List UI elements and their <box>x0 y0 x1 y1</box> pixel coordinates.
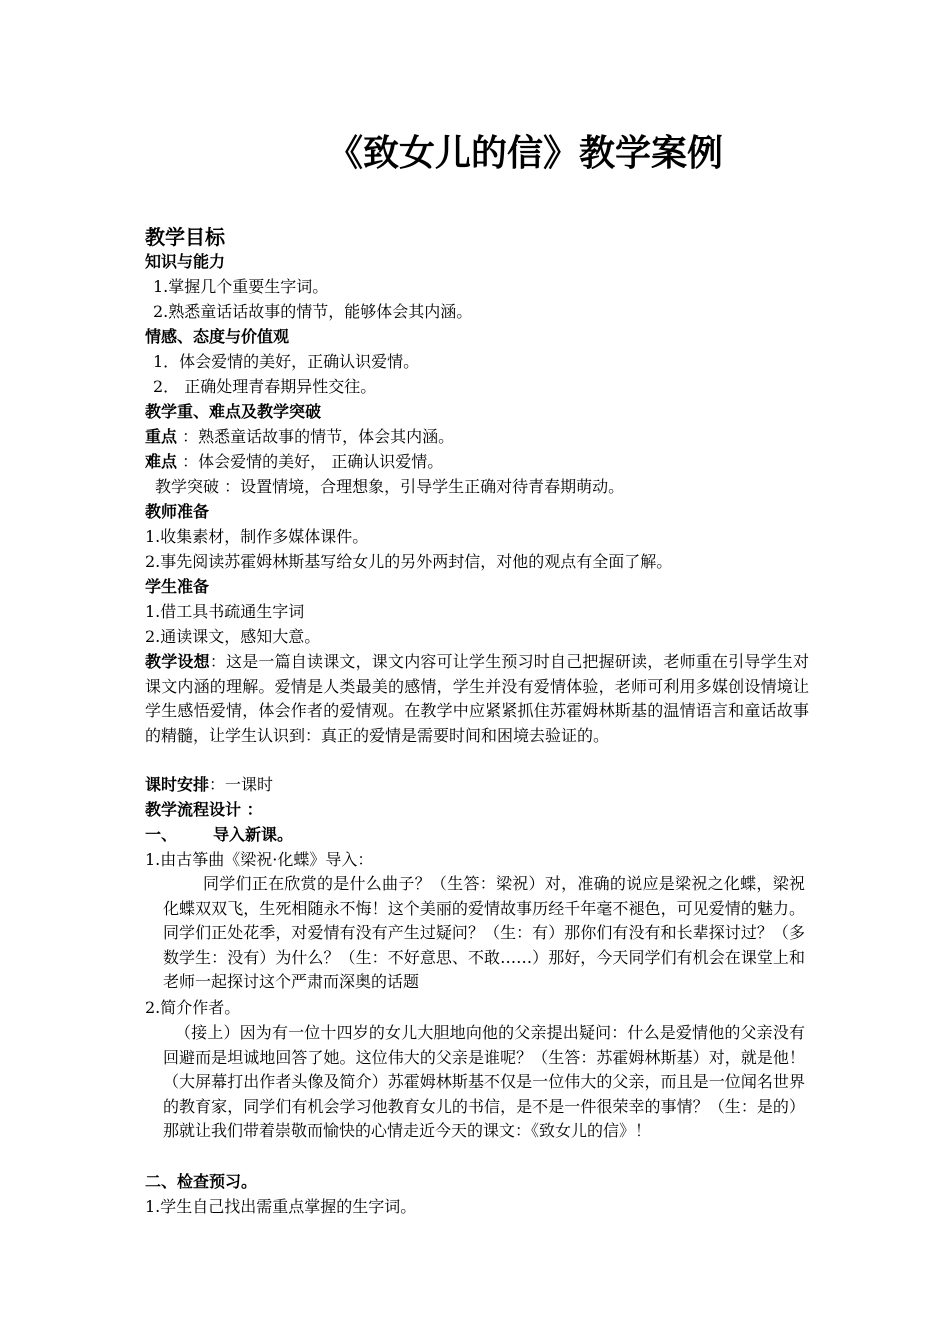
schedule-label: 课时安排 <box>145 775 210 794</box>
schedule-line <box>145 773 273 797</box>
knowledge-item: 1.掌握几个重要生字词。 <box>153 277 329 296</box>
schedule-text: ：一课时 <box>209 775 274 794</box>
step1-item-1: 1.由古筝曲《梁祝·化蝶》导入： <box>145 850 374 869</box>
knowledge-item: 2.熟悉童话话故事的情节，能够体会其内涵。 <box>153 302 473 321</box>
emotion-item: 2． 正确处理青春期异性交往。 <box>153 377 377 396</box>
breakthrough-line: 教学突破 ：设置情境，合理想象，引导学生正确对待青春期萌动。 <box>155 477 625 496</box>
key-point-line <box>145 425 454 449</box>
step1-paragraph-1: 同学们正在欣赏的是什么曲子？（生答：梁祝）对，准确的说应是梁祝之化蝶，梁祝化蝶双双飞，生死相随永不悔！这个美丽的爱情故事历经千年毫不褪色，可见爱情的魅力。同学们正处花季，对爱情有没有产生过疑问？（生：有）那你们有没有和长辈探讨过？（多数学生：没有）为什么？（生：不好意思、不敢……）那好，今天同学们有机会在课堂上和老师一起探讨这个严肃而深奥的话题 <box>163 874 805 992</box>
design-paragraph <box>145 650 809 748</box>
emotion-item: 1．体会爱情的美好，正确认识爱情。 <box>153 352 420 371</box>
key-text: ：熟悉童话故事的情节，体会其内涵。 <box>177 427 455 446</box>
subheading-emotion: 情感、态度与价值观 <box>145 327 290 346</box>
difficult-point-line <box>145 450 443 474</box>
step1-title: 导入新课。 <box>213 825 294 844</box>
subheading-focus: 教学重、难点及教学突破 <box>145 402 322 421</box>
design-text: ：这是一篇自读课文，课文内容可让学生预习时自己把握研读，老师重在引导学生对课文内涵的理解。爱情是人类最美的感情，学生并没有爱情体验，老师可利用多媒创设情境让学生感悟爱情，体会作者的爱情观。在教学中应紧紧抓住苏霍姆林斯基的温情语言和童话故事的精髓，让学生认识到：真正的爱情是需要时间和困境去验证的。 <box>145 652 809 745</box>
difficult-text: ：体会爱情的美好， 正确认识爱情。 <box>177 452 444 471</box>
step2-item-1: 1.学生自己找出需重点掌握的生字词。 <box>145 1197 417 1216</box>
difficult-label: 难点 <box>145 452 178 471</box>
key-label: 重点 <box>145 427 178 446</box>
step1-num: 一、 <box>145 825 178 844</box>
teacher-prep-item: 1.收集素材，制作多媒体课件。 <box>145 527 369 546</box>
design-label: 教学设想 <box>145 652 210 671</box>
student-prep-item: 1.借工具书疏通生字词 <box>145 602 305 621</box>
document-title: 《致女儿的信》教学案例 <box>326 133 723 174</box>
subheading-flow: 教学流程设计 ： <box>145 800 263 819</box>
teacher-prep-item: 2.事先阅读苏霍姆林斯基写给女儿的另外两封信，对他的观点有全面了解。 <box>145 552 673 571</box>
step1-paragraph-2: （接上）因为有一位十四岁的女儿大胆地向他的父亲提出疑问：什么是爱情他的父亲没有回避而是坦诚地回答了她。这位伟大的父亲是谁呢？（生答：苏霍姆林斯基）对，就是他！（大屏幕打出作者头像及简介）苏霍姆林斯基不仅是一位伟大的父亲，而且是一位闻名世界的教育家，同学们有机会学习他教育女儿的书信，是不是一件很荣幸的事情？（生：是的）那就让我们带着崇敬而愉快的心情走近今天的课文：《致女儿的信》！ <box>163 1023 805 1141</box>
subheading-teacher-prep: 教师准备 <box>145 502 210 521</box>
subheading-student-prep: 学生准备 <box>145 577 210 596</box>
subheading-knowledge: 知识与能力 <box>145 252 226 271</box>
step1-heading <box>145 823 293 847</box>
section-heading-goals: 教学目标 <box>145 225 225 249</box>
step2-heading: 二、检查预习。 <box>145 1172 258 1191</box>
step1-item-2: 2.简介作者。 <box>145 998 241 1017</box>
student-prep-item: 2.通读课文，感知大意。 <box>145 627 321 646</box>
